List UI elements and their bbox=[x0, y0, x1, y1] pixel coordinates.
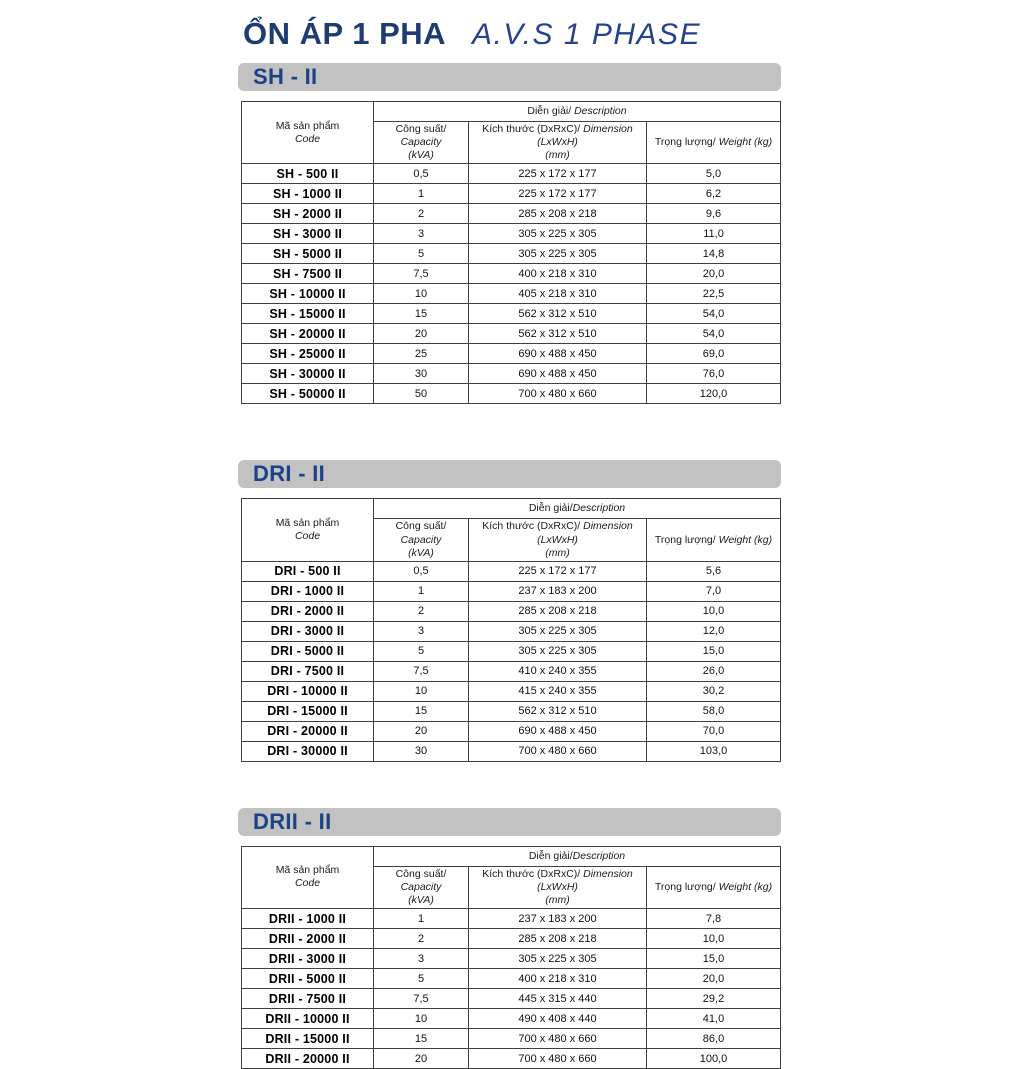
product-code-cell: DRI - 7500 II bbox=[242, 661, 374, 681]
table-row bbox=[242, 949, 781, 969]
dimension-cell: 305 x 225 x 305 bbox=[469, 641, 647, 661]
table-row bbox=[242, 164, 781, 184]
weight-cell: 7,0 bbox=[647, 581, 781, 601]
capacity-cell: 20 bbox=[374, 1049, 469, 1069]
product-code-cell: DRI - 5000 II bbox=[242, 641, 374, 661]
product-code-cell: DRII - 2000 II bbox=[242, 929, 374, 949]
column-header-description bbox=[374, 102, 781, 122]
weight-cell: 22,5 bbox=[647, 284, 781, 304]
dimension-cell: 237 x 183 x 200 bbox=[469, 909, 647, 929]
weight-header-vi: Trọng lượng/ bbox=[654, 136, 716, 149]
weight-cell: 15,0 bbox=[647, 949, 781, 969]
capacity-header-en: Capacity bbox=[400, 880, 442, 893]
dimension-cell: 237 x 183 x 200 bbox=[469, 581, 647, 601]
dimension-cell: 305 x 225 x 305 bbox=[469, 244, 647, 264]
product-code-cell: SH - 2000 II bbox=[242, 204, 374, 224]
dimension-cell: 490 x 408 x 440 bbox=[469, 1009, 647, 1029]
product-code-cell: DRII - 5000 II bbox=[242, 969, 374, 989]
capacity-cell: 2 bbox=[374, 929, 469, 949]
product-code-cell: DRII - 3000 II bbox=[242, 949, 374, 969]
dimension-cell: 225 x 172 x 177 bbox=[469, 561, 647, 581]
product-code-cell: DRII - 10000 II bbox=[242, 1009, 374, 1029]
capacity-header-unit: (kVA) bbox=[408, 149, 434, 162]
column-header-description bbox=[374, 846, 781, 866]
table-row bbox=[242, 681, 781, 701]
table-row bbox=[242, 384, 781, 404]
capacity-cell: 1 bbox=[374, 184, 469, 204]
dimension-cell: 285 x 208 x 218 bbox=[469, 929, 647, 949]
code-header-vi: Mã sản phẩm bbox=[275, 119, 340, 132]
weight-cell: 69,0 bbox=[647, 344, 781, 364]
table-row bbox=[242, 661, 781, 681]
code-header-en: Code bbox=[294, 132, 321, 145]
table-row bbox=[242, 741, 781, 761]
dimension-header-unit: (mm) bbox=[545, 894, 570, 906]
dimension-cell: 305 x 225 x 305 bbox=[469, 621, 647, 641]
page-title-vietnamese: ỔN ÁP 1 PHA bbox=[243, 16, 447, 51]
product-code-cell: DRI - 500 II bbox=[242, 561, 374, 581]
capacity-cell: 15 bbox=[374, 1029, 469, 1049]
capacity-cell: 7,5 bbox=[374, 989, 469, 1009]
capacity-cell: 0,5 bbox=[374, 561, 469, 581]
weight-cell: 5,6 bbox=[647, 561, 781, 581]
section-title: DRII - II bbox=[253, 808, 332, 834]
weight-cell: 29,2 bbox=[647, 989, 781, 1009]
product-code-cell: DRI - 20000 II bbox=[242, 721, 374, 741]
dimension-cell: 562 x 312 x 510 bbox=[469, 324, 647, 344]
section-drii-ii bbox=[241, 808, 784, 1069]
code-header-vi: Mã sản phẩm bbox=[275, 864, 340, 877]
dimension-cell: 225 x 172 x 177 bbox=[469, 184, 647, 204]
dimension-cell: 415 x 240 x 355 bbox=[469, 681, 647, 701]
capacity-cell: 3 bbox=[374, 621, 469, 641]
capacity-header-en: Capacity bbox=[400, 533, 442, 546]
dimension-cell: 410 x 240 x 355 bbox=[469, 661, 647, 681]
table-row bbox=[242, 721, 781, 741]
product-code-cell: SH - 3000 II bbox=[242, 224, 374, 244]
table-row bbox=[242, 324, 781, 344]
capacity-cell: 2 bbox=[374, 601, 469, 621]
product-code-cell: DRI - 15000 II bbox=[242, 701, 374, 721]
weight-cell: 41,0 bbox=[647, 1009, 781, 1029]
capacity-cell: 15 bbox=[374, 304, 469, 324]
dimension-cell: 400 x 218 x 310 bbox=[469, 969, 647, 989]
capacity-cell: 25 bbox=[374, 344, 469, 364]
table-row bbox=[242, 929, 781, 949]
dimension-header-en: Dimension (LxWxH) bbox=[537, 520, 633, 546]
column-header-dimension bbox=[469, 866, 647, 908]
dimension-cell: 400 x 218 x 310 bbox=[469, 264, 647, 284]
capacity-cell: 15 bbox=[374, 701, 469, 721]
capacity-cell: 10 bbox=[374, 1009, 469, 1029]
dimension-cell: 690 x 488 x 450 bbox=[469, 344, 647, 364]
column-header-capacity bbox=[374, 866, 469, 908]
product-code-cell: SH - 10000 II bbox=[242, 284, 374, 304]
weight-header-vi: Trọng lượng/ bbox=[654, 533, 716, 546]
spec-table-drii bbox=[241, 846, 781, 1069]
product-code-cell: SH - 15000 II bbox=[242, 304, 374, 324]
weight-cell: 5,0 bbox=[647, 164, 781, 184]
spec-table-sh bbox=[241, 101, 781, 404]
product-code-cell: SH - 25000 II bbox=[242, 344, 374, 364]
column-header-code bbox=[242, 499, 374, 561]
column-header-code bbox=[242, 102, 374, 164]
product-code-cell: SH - 50000 II bbox=[242, 384, 374, 404]
weight-cell: 103,0 bbox=[647, 741, 781, 761]
section-header-bar bbox=[238, 808, 781, 836]
weight-cell: 10,0 bbox=[647, 601, 781, 621]
weight-cell: 100,0 bbox=[647, 1049, 781, 1069]
weight-cell: 11,0 bbox=[647, 224, 781, 244]
column-header-dimension bbox=[469, 519, 647, 561]
capacity-cell: 30 bbox=[374, 364, 469, 384]
capacity-cell: 30 bbox=[374, 741, 469, 761]
weight-cell: 70,0 bbox=[647, 721, 781, 741]
weight-cell: 54,0 bbox=[647, 324, 781, 344]
product-code-cell: DRI - 1000 II bbox=[242, 581, 374, 601]
table-row bbox=[242, 561, 781, 581]
description-header-vi: Diễn giải/ bbox=[528, 849, 573, 862]
table-row bbox=[242, 621, 781, 641]
weight-cell: 20,0 bbox=[647, 969, 781, 989]
dimension-cell: 405 x 218 x 310 bbox=[469, 284, 647, 304]
capacity-cell: 3 bbox=[374, 949, 469, 969]
dimension-header-en: Dimension (LxWxH) bbox=[537, 123, 633, 149]
dimension-cell: 690 x 488 x 450 bbox=[469, 721, 647, 741]
section-sh-ii bbox=[241, 63, 784, 404]
table-row bbox=[242, 989, 781, 1009]
dimension-cell: 562 x 312 x 510 bbox=[469, 701, 647, 721]
section-dri-ii bbox=[241, 460, 784, 761]
code-header-en: Code bbox=[294, 530, 321, 543]
weight-cell: 30,2 bbox=[647, 681, 781, 701]
weight-cell: 14,8 bbox=[647, 244, 781, 264]
product-code-cell: DRII - 7500 II bbox=[242, 989, 374, 1009]
dimension-cell: 700 x 480 x 660 bbox=[469, 384, 647, 404]
description-header-en: Description bbox=[572, 849, 626, 862]
table-row bbox=[242, 204, 781, 224]
table-row bbox=[242, 244, 781, 264]
dimension-cell: 305 x 225 x 305 bbox=[469, 949, 647, 969]
dimension-cell: 690 x 488 x 450 bbox=[469, 364, 647, 384]
capacity-cell: 10 bbox=[374, 284, 469, 304]
dimension-cell: 700 x 480 x 660 bbox=[469, 741, 647, 761]
column-header-weight bbox=[647, 122, 781, 164]
product-code-cell: DRI - 30000 II bbox=[242, 741, 374, 761]
capacity-cell: 1 bbox=[374, 581, 469, 601]
capacity-cell: 10 bbox=[374, 681, 469, 701]
product-code-cell: DRII - 20000 II bbox=[242, 1049, 374, 1069]
capacity-cell: 5 bbox=[374, 641, 469, 661]
capacity-cell: 0,5 bbox=[374, 164, 469, 184]
table-row bbox=[242, 909, 781, 929]
product-code-cell: DRII - 15000 II bbox=[242, 1029, 374, 1049]
column-header-code bbox=[242, 846, 374, 908]
dimension-cell: 700 x 480 x 660 bbox=[469, 1029, 647, 1049]
weight-cell: 58,0 bbox=[647, 701, 781, 721]
dimension-header-unit: (mm) bbox=[545, 149, 570, 162]
dimension-cell: 305 x 225 x 305 bbox=[469, 224, 647, 244]
dimension-cell: 445 x 315 x 440 bbox=[469, 989, 647, 1009]
description-header-en: Description bbox=[574, 104, 627, 117]
table-row bbox=[242, 1009, 781, 1029]
section-title: DRI - II bbox=[253, 461, 326, 487]
weight-cell: 12,0 bbox=[647, 621, 781, 641]
description-header-vi: Diễn giải/ bbox=[527, 104, 572, 117]
table-row bbox=[242, 344, 781, 364]
code-header-vi: Mã sản phẩm bbox=[275, 516, 340, 529]
weight-cell: 86,0 bbox=[647, 1029, 781, 1049]
weight-cell: 20,0 bbox=[647, 264, 781, 284]
dimension-header-en: Dimension (LxWxH) bbox=[537, 867, 633, 893]
weight-header-en: Weight (kg) bbox=[718, 533, 773, 546]
column-header-dimension bbox=[469, 122, 647, 164]
capacity-header-en: Capacity bbox=[400, 136, 442, 149]
product-code-cell: SH - 20000 II bbox=[242, 324, 374, 344]
weight-cell: 9,6 bbox=[647, 204, 781, 224]
dimension-cell: 285 x 208 x 218 bbox=[469, 204, 647, 224]
description-header-en: Description bbox=[572, 502, 626, 515]
capacity-header-vi: Công suất/ bbox=[395, 520, 447, 533]
product-code-cell: SH - 500 II bbox=[242, 164, 374, 184]
page-title-english: A.V.S 1 PHASE bbox=[472, 18, 702, 51]
product-code-cell: DRI - 3000 II bbox=[242, 621, 374, 641]
weight-cell: 120,0 bbox=[647, 384, 781, 404]
column-header-capacity bbox=[374, 122, 469, 164]
weight-cell: 7,8 bbox=[647, 909, 781, 929]
capacity-header-unit: (kVA) bbox=[408, 894, 434, 906]
dimension-cell: 285 x 208 x 218 bbox=[469, 601, 647, 621]
weight-cell: 10,0 bbox=[647, 929, 781, 949]
table-row bbox=[242, 969, 781, 989]
table-row bbox=[242, 601, 781, 621]
column-header-weight bbox=[647, 519, 781, 561]
table-row bbox=[242, 224, 781, 244]
capacity-cell: 5 bbox=[374, 969, 469, 989]
spec-table-dri bbox=[241, 498, 781, 761]
weight-cell: 54,0 bbox=[647, 304, 781, 324]
weight-cell: 76,0 bbox=[647, 364, 781, 384]
table-row bbox=[242, 284, 781, 304]
table-row bbox=[242, 641, 781, 661]
weight-header-en: Weight (kg) bbox=[718, 880, 773, 893]
column-header-weight bbox=[647, 866, 781, 908]
product-code-cell: SH - 30000 II bbox=[242, 364, 374, 384]
product-code-cell: DRII - 1000 II bbox=[242, 909, 374, 929]
dimension-header-vi: Kích thước (DxRxC)/ bbox=[482, 867, 581, 880]
capacity-cell: 7,5 bbox=[374, 264, 469, 284]
capacity-cell: 20 bbox=[374, 721, 469, 741]
product-code-cell: SH - 7500 II bbox=[242, 264, 374, 284]
description-header-vi: Diễn giải/ bbox=[528, 502, 573, 515]
dimension-header-vi: Kích thước (DxRxC)/ bbox=[482, 520, 581, 533]
column-header-description bbox=[374, 499, 781, 519]
weight-header-vi: Trọng lượng/ bbox=[654, 880, 716, 893]
page-title bbox=[241, 16, 784, 52]
capacity-cell: 50 bbox=[374, 384, 469, 404]
dimension-header-unit: (mm) bbox=[545, 546, 570, 559]
weight-header-en: Weight (kg) bbox=[718, 136, 773, 149]
table-row bbox=[242, 364, 781, 384]
weight-cell: 26,0 bbox=[647, 661, 781, 681]
dimension-header-vi: Kích thước (DxRxC)/ bbox=[482, 123, 581, 135]
section-title: SH - II bbox=[253, 64, 318, 89]
table-row bbox=[242, 304, 781, 324]
table-row bbox=[242, 581, 781, 601]
capacity-cell: 5 bbox=[374, 244, 469, 264]
table-row bbox=[242, 184, 781, 204]
product-code-cell: DRI - 10000 II bbox=[242, 681, 374, 701]
capacity-cell: 2 bbox=[374, 204, 469, 224]
section-header-bar bbox=[238, 63, 781, 91]
dimension-cell: 225 x 172 x 177 bbox=[469, 164, 647, 184]
code-header-en: Code bbox=[294, 877, 321, 890]
table-row bbox=[242, 264, 781, 284]
capacity-cell: 1 bbox=[374, 909, 469, 929]
capacity-cell: 20 bbox=[374, 324, 469, 344]
dimension-cell: 562 x 312 x 510 bbox=[469, 304, 647, 324]
product-code-cell: DRI - 2000 II bbox=[242, 601, 374, 621]
weight-cell: 15,0 bbox=[647, 641, 781, 661]
dimension-cell: 700 x 480 x 660 bbox=[469, 1049, 647, 1069]
table-row bbox=[242, 1029, 781, 1049]
table-row bbox=[242, 1049, 781, 1069]
capacity-header-vi: Công suất/ bbox=[395, 123, 447, 135]
weight-cell: 6,2 bbox=[647, 184, 781, 204]
section-header-bar bbox=[238, 460, 781, 488]
column-header-capacity bbox=[374, 519, 469, 561]
table-row bbox=[242, 701, 781, 721]
capacity-cell: 3 bbox=[374, 224, 469, 244]
product-code-cell: SH - 5000 II bbox=[242, 244, 374, 264]
capacity-header-vi: Công suất/ bbox=[395, 867, 447, 880]
product-code-cell: SH - 1000 II bbox=[242, 184, 374, 204]
capacity-cell: 7,5 bbox=[374, 661, 469, 681]
capacity-header-unit: (kVA) bbox=[408, 546, 434, 559]
